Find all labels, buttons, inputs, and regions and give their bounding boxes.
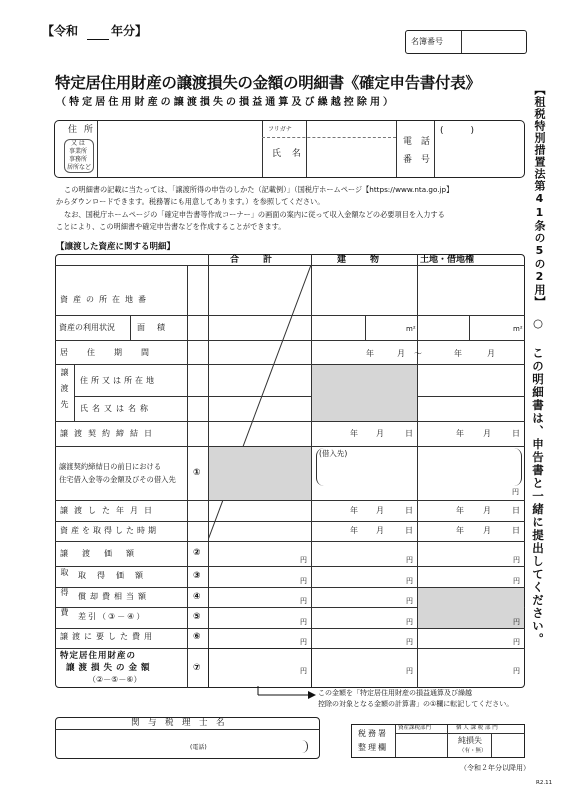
tax-accountant-phone-bracket bbox=[212, 740, 308, 753]
row-line-2 bbox=[55, 340, 525, 341]
col-divider-building bbox=[311, 254, 312, 688]
row-line-13 bbox=[55, 628, 525, 629]
note-arrow bbox=[248, 686, 318, 702]
era-suffix: 年分】 bbox=[111, 24, 148, 38]
intro-line-4: ことにより、この明細書や確定申告書などを作成することができます。 bbox=[56, 222, 286, 231]
year-input-line[interactable] bbox=[87, 39, 109, 40]
acquire-building-year: 年 bbox=[350, 526, 359, 535]
row-loss-number: ⑦ bbox=[193, 663, 201, 673]
address-sub-3: 事務所 bbox=[69, 156, 88, 163]
phone-parens[interactable]: ( ) bbox=[440, 126, 475, 136]
acquisition-land-yen: 円 bbox=[513, 577, 520, 585]
row-residence-label: 居住期間 bbox=[60, 348, 168, 357]
era-label: 【令和 bbox=[42, 24, 79, 38]
row-loan-label-1: 譲渡契約締結日の前日における bbox=[59, 462, 162, 471]
loss-total-yen: 円 bbox=[300, 667, 307, 675]
side-law-reference: 【租税特別措置法第41条の5の2用】 bbox=[533, 84, 546, 308]
office-col-2: 個 人 課 税 部 門 bbox=[456, 725, 498, 731]
row-expense-number: ⑥ bbox=[193, 632, 201, 642]
depreciation-building-yen: 円 bbox=[406, 597, 413, 605]
loss-building-yen: 円 bbox=[406, 667, 413, 675]
acquire-land-year: 年 bbox=[456, 526, 465, 535]
loss-land-yen: 円 bbox=[513, 667, 520, 675]
roster-number-label: 名簿番号 bbox=[411, 37, 443, 46]
price-building-yen: 円 bbox=[406, 556, 413, 564]
row-line-8 bbox=[55, 521, 525, 522]
grey-land-depreciation bbox=[418, 588, 524, 628]
office-divider-3 bbox=[491, 733, 492, 757]
row-depreciation-number: ④ bbox=[193, 592, 201, 602]
col-divider-label bbox=[187, 265, 188, 688]
transfer-building-year: 年 bbox=[350, 506, 359, 515]
section-title: 【譲渡した資産に関する明細】 bbox=[56, 242, 176, 252]
furigana-divider bbox=[262, 137, 396, 138]
row-transferee-label: 譲渡先 bbox=[60, 368, 69, 416]
page-subtitle: （ 特 定 居 住 用 財 産 の 譲 渡 損 失 の 損 益 通 算 及 び 繰 越 控 除 用 ） bbox=[56, 97, 393, 108]
contract-building-year: 年 bbox=[350, 429, 359, 438]
name-field[interactable] bbox=[308, 139, 394, 175]
row-diff-number: ⑤ bbox=[193, 612, 201, 622]
row-depreciation-label: 償却費相当額 bbox=[78, 592, 150, 601]
residence-to-year: 年 bbox=[454, 349, 463, 358]
row-acquisition-label: 取得価額 bbox=[78, 571, 154, 580]
grey-loan-total bbox=[209, 447, 311, 500]
contract-building-month: 月 bbox=[376, 429, 385, 438]
contract-land-day: 日 bbox=[512, 429, 521, 438]
phone-label-1: 電 話 bbox=[403, 137, 433, 147]
row-location-label: 資産の所在地番 bbox=[60, 295, 151, 304]
row-transferee-name-label: 氏名又は名称 bbox=[80, 404, 152, 413]
col-building-header: 建 物 bbox=[337, 255, 382, 265]
acquisition-total-yen: 円 bbox=[300, 577, 307, 585]
price-total-yen: 円 bbox=[300, 556, 307, 564]
row-loss-label-3: （②－⑤－⑥） bbox=[88, 675, 142, 684]
tax-accountant-phone: (電話) bbox=[190, 744, 207, 751]
office-loss-label: 純損失 bbox=[458, 736, 482, 745]
applicant-divider-5 bbox=[434, 121, 435, 177]
address-sub-1: 又 は bbox=[71, 140, 85, 147]
transfer-land-year: 年 bbox=[456, 506, 465, 515]
row-loss-label-2: 譲渡損失の金額 bbox=[66, 663, 154, 673]
diff-total-yen: 円 bbox=[300, 618, 307, 626]
tax-accountant-divider bbox=[55, 729, 320, 730]
applicant-divider-2 bbox=[262, 121, 263, 177]
contract-building-day: 日 bbox=[405, 429, 414, 438]
applicant-divider-4 bbox=[396, 121, 397, 177]
acquire-building-month: 月 bbox=[376, 526, 385, 535]
intro-line-2: からダウンロードできます。税務署にも用意してあります。）を参照してください。 bbox=[56, 197, 325, 206]
row-acquisition-number: ③ bbox=[193, 571, 201, 581]
residence-from-month: 月 bbox=[397, 349, 406, 358]
usage-divider-2 bbox=[365, 315, 366, 340]
office-loss-sub: （有・無） bbox=[459, 748, 487, 754]
address-sub-4: 居所など bbox=[67, 164, 92, 171]
dep-prefix-vertical: 取得費 bbox=[60, 568, 69, 628]
depreciation-total-yen: 円 bbox=[300, 597, 307, 605]
expense-total-yen: 円 bbox=[300, 638, 307, 646]
expense-building-yen: 円 bbox=[406, 638, 413, 646]
row-line-9 bbox=[55, 541, 525, 542]
note-under-table-2: 控除の対象となる金額の計算書」の①欄に転記してください。 bbox=[318, 700, 514, 708]
expense-land-yen: 円 bbox=[513, 638, 520, 646]
loss-total-cell[interactable] bbox=[208, 648, 312, 688]
page-title: 特定居住用財産の譲渡損失の金額の明細書《確定申告書付表》 bbox=[55, 74, 481, 92]
row-loss-label-1: 特定居住用財産の bbox=[60, 651, 137, 661]
intro-line-3: なお、国税庁ホームページの「確定申告書等作成コーナー」の画面の案内に従って収入金額などの必要項目を入力する bbox=[64, 210, 445, 219]
office-header-line bbox=[395, 733, 525, 734]
usage-divider-1 bbox=[130, 315, 131, 340]
side-submit-note: ○ この明細書は、申告書と一緒に提出してください。 bbox=[531, 316, 545, 646]
row-transferee-address-label: 住所又は所在地 bbox=[80, 376, 157, 385]
row-area-label: 面 積 bbox=[137, 323, 167, 332]
applicant-divider-1 bbox=[97, 121, 98, 177]
residence-to-month: 月 bbox=[487, 349, 496, 358]
tax-accountant-label: 関 与 税 理 士 名 bbox=[131, 718, 225, 728]
row-diff-label: 差引（③－④） bbox=[78, 612, 147, 621]
price-land-yen: 円 bbox=[513, 556, 520, 564]
row-loan-label-2: 住宅借入金等の金額及びその借入先 bbox=[59, 475, 176, 484]
transferee-split bbox=[74, 364, 75, 421]
office-divider-2 bbox=[447, 725, 448, 757]
building-area-unit: m² bbox=[406, 325, 416, 333]
row-line-5 bbox=[55, 421, 525, 422]
office-label-1: 税務署 bbox=[358, 729, 388, 738]
acquire-land-month: 月 bbox=[483, 526, 492, 535]
land-area-unit: m² bbox=[513, 325, 523, 333]
acquire-building-day: 日 bbox=[405, 526, 414, 535]
contract-land-year: 年 bbox=[456, 429, 465, 438]
transfer-building-day: 日 bbox=[405, 506, 414, 515]
row-loan-number: ① bbox=[193, 468, 201, 478]
row-line-3 bbox=[55, 364, 525, 365]
col-total-header: 合 計 bbox=[230, 255, 275, 265]
furigana-label: フリガナ bbox=[268, 126, 292, 133]
office-col-1: 資産課税部門 bbox=[398, 725, 432, 731]
applicant-divider-3 bbox=[306, 121, 307, 177]
roster-divider bbox=[461, 31, 462, 53]
row-line-1 bbox=[55, 315, 525, 316]
row-line-7 bbox=[55, 500, 525, 501]
transfer-building-month: 月 bbox=[376, 506, 385, 515]
diff-land-yen: 円 bbox=[513, 618, 520, 626]
row-price-label: 譲渡価額 bbox=[60, 549, 148, 558]
acquire-land-day: 日 bbox=[512, 526, 521, 535]
row-acquire-date-label: 資産を取得した時期 bbox=[60, 526, 159, 535]
row-expense-label: 譲渡に要した費用 bbox=[60, 632, 156, 641]
residence-from-year: 年 bbox=[366, 349, 375, 358]
row-line-10 bbox=[55, 566, 525, 567]
acquisition-building-yen: 円 bbox=[406, 577, 413, 585]
row-price-number: ② bbox=[193, 548, 201, 558]
transfer-land-month: 月 bbox=[483, 506, 492, 515]
contract-land-month: 月 bbox=[483, 429, 492, 438]
row-transfer-date-label: 譲渡した年月日 bbox=[60, 506, 158, 515]
name-label: 氏 名 bbox=[272, 149, 305, 159]
row-usage-label: 資産の利用状況 bbox=[59, 323, 115, 332]
intro-line-1: この明細書の記載に当たっては、「譲渡所得の申告のしかた（記載例）」（国税庁ホームページ【https://www.nta.go.jp】 bbox=[64, 185, 454, 194]
diff-building-yen: 円 bbox=[406, 618, 413, 626]
grey-building-residence bbox=[312, 365, 417, 421]
row-line-4 bbox=[74, 396, 525, 397]
residence-tilde: ～ bbox=[414, 349, 423, 358]
loan-lender-label: (借入先) bbox=[319, 449, 348, 458]
phone-label-2: 番 号 bbox=[403, 155, 433, 165]
address-field[interactable] bbox=[99, 122, 259, 176]
address-label: 住 所 bbox=[68, 125, 95, 135]
loan-yen-unit: 円 bbox=[512, 488, 519, 496]
row-contract-date-label: 譲渡契約締結日 bbox=[60, 429, 158, 438]
usage-divider-3 bbox=[469, 315, 470, 340]
applicable-year: （令和２年分以降用） bbox=[460, 764, 530, 772]
note-under-table-1: この金額を「特定居住用財産の損益通算及び繰越 bbox=[318, 689, 472, 697]
office-label-2: 整理欄 bbox=[358, 743, 388, 752]
form-code: R2.11 bbox=[536, 780, 553, 786]
address-sub-2: 事業所 bbox=[69, 148, 88, 155]
col-land-header: 土地・借地権 bbox=[420, 255, 475, 265]
office-divider-1 bbox=[395, 725, 396, 757]
transfer-land-day: 日 bbox=[512, 506, 521, 515]
